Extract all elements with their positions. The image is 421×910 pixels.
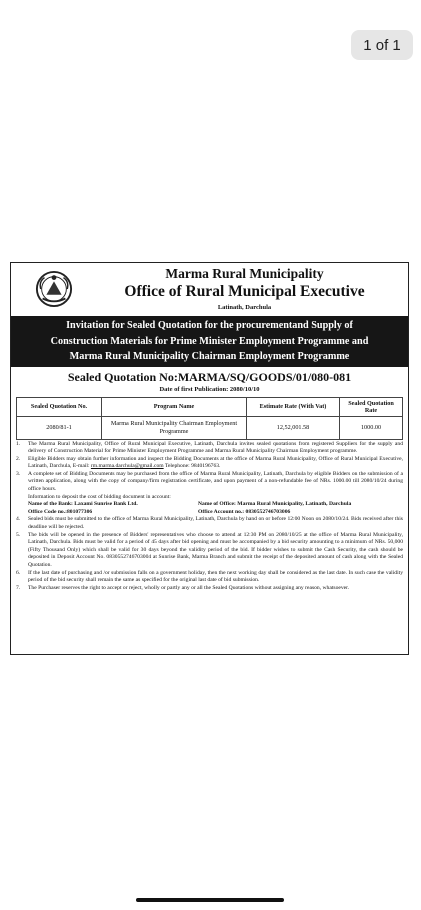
office-account: Office Account no.: 0830552746703006 [198, 508, 291, 515]
table-header: Program Name [102, 397, 247, 416]
table-cell: 12,52,001.58 [247, 416, 340, 439]
banner-line: Marma Rural Municipality Chairman Employment Programme [69, 351, 350, 362]
table-cell: 1000.00 [340, 416, 403, 439]
deposit-info: Information to deposit the cost of bidding document in account: [28, 493, 171, 500]
bank-name: Name of the Bank: Laxami Sunrise Bank Ltd. [28, 501, 138, 508]
item-text: The bids will be opened in the presence of Bidders' representatives who choose to attend at 12:30 PM on 2080/10/25 at the office of Marma Rural Municipality, Latinath, Darchula. Bids must be valid for a period of 45 days after bid opening and must be accompanied by a bid security amounting to a minimum of NRs. 50,000 (Fifty Thousand Only) which shall be valid for 30 days beyond the validity period of the bid. If bidder wishes to submit the Cash Security, the cash should be deposited in Deposit Account No. 0830552746703004 at Sunrise Bank, Marma Branch and submit the receipt of the deposited amount of cash along with the Sealed Quotation. [28, 531, 403, 568]
nepal-emblem-icon [35, 270, 73, 308]
item-text: A complete set of Bidding Documents may be purchased from the office of Marma Rural Municipality, Latinath, Darchula by eligible Bidders on the submission of a written application, along with the copy of company/firm registration certificate, and upon payment of a non-refundable fee of NRs. 1000.00 till 2080/10/24 during office hours. [28, 470, 403, 493]
sealed-quotation-number: Sealed Quotation No:MARMA/SQ/GOODS/01/080-081 [67, 369, 352, 384]
item-number: 6. [16, 569, 21, 576]
item-number: 5. [16, 531, 21, 538]
quotation-table [16, 397, 403, 440]
list-item [16, 570, 403, 585]
page-indicator: 1 of 1 [351, 30, 413, 60]
office-name-account: Name of Office: Marma Rural Municipality, Latinath, Darchula [198, 501, 352, 508]
list-item [16, 471, 403, 517]
banner-line: Invitation for Sealed Quotation for the procurementand Supply of [66, 320, 353, 331]
list-item [16, 441, 403, 456]
item-number: 2. [16, 455, 21, 462]
item-text: If the last date of purchasing and /or submission falls on a government holiday, then the next working day shall be considered as the last date. In such case the validity period of the bid security shall remain the same as specified for the original last date of bid submission. [28, 569, 403, 584]
home-indicator[interactable] [136, 898, 284, 902]
list-item [16, 516, 403, 531]
item-text: The Marma Rural Municipality, Office of Rural Municipal Executive, Latinath, Darchula invites sealed quotations from registered Suppliers for the supply and delivery of Construction Material for Prime Minister Employment Programme and Marma Rural Municipality Chairman Employment programme. [28, 440, 403, 455]
email-link[interactable]: rm.marma.darchula@gmail.com [90, 463, 164, 470]
list-item [16, 532, 403, 570]
table-header: Sealed Quotation No. [17, 397, 102, 416]
notice-body [11, 440, 408, 593]
banner-line: Construction Materials for Prime Minister Employment Programme and [50, 335, 369, 347]
item-number: 7. [16, 584, 21, 591]
table-cell: Marma Rural Municipality Chairman Employment Programme [102, 416, 247, 439]
list-item [16, 585, 403, 593]
tender-notice [10, 262, 409, 655]
item-number: 4. [16, 516, 21, 523]
item-text: Eligible Bidders may obtain further information and inspect the Bidding Documents at the office of Marma Rural Municipality, Office of Rural Municipal Executive, Latinath, Darchula, E-mail: [28, 455, 403, 470]
item-text: Sealed bids must be submitted to the office of Marma Rural Municipality, Latinath, Darchula by hand on or before 12:00 Noon on 2080/10/24. Bids received after this deadline will be rejected. [28, 516, 403, 531]
bank-details [28, 501, 403, 509]
table-header: Sealed Quotation Rate [340, 397, 403, 416]
location: Latinath, Darchula [217, 304, 272, 311]
item-number: 1. [16, 440, 21, 447]
table-cell: 2080/81-1 [17, 416, 102, 439]
table-header-row [17, 397, 403, 416]
item-text: The Purchaser reserves the right to accept or reject, wholly or partly any or all the Sealed Quotations without assigning any reason, whatsoever. [28, 584, 350, 591]
item-number: 3. [16, 470, 21, 477]
notice-header [11, 263, 408, 316]
org-name: Marma Rural Municipality [165, 266, 324, 281]
list-item [16, 456, 403, 471]
office-code: Office Code no.:801077306 [28, 508, 93, 515]
office-name: Office of Rural Municipal Executive [124, 283, 365, 300]
item-text: Telephone: 9840196763. [163, 463, 221, 470]
publication-date: Date of first Publication: 2080/10/10 [159, 385, 260, 393]
invitation-banner [11, 316, 408, 367]
table-row [17, 416, 403, 439]
table-header: Estimate Rate (With Vat) [247, 397, 340, 416]
